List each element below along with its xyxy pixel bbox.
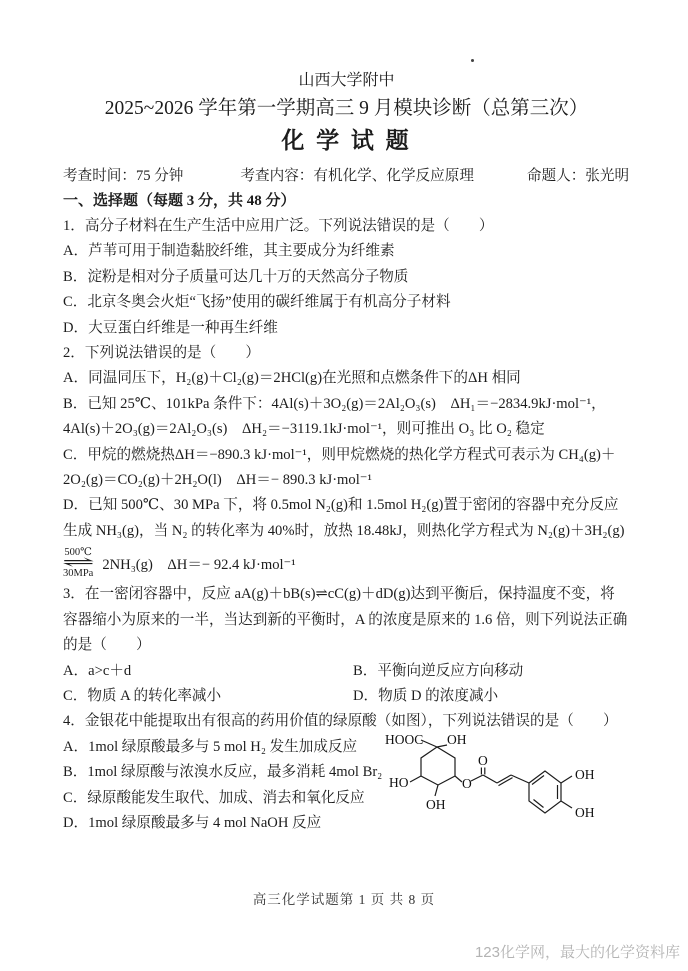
- q4-option-a: A．1mol 绿原酸最多与 5 mol H₂ 发生加成反应: [63, 738, 358, 755]
- equilibrium-conditions: [63, 547, 93, 579]
- exam-time: 考查时间：75 分钟: [63, 168, 184, 184]
- q2-option-c-cont: 2O₂(g)＝CO₂(g)＋2H₂O(l) ΔH＝− 890.3 kJ·mol⁻¹: [63, 472, 372, 489]
- hooc-label: HOOC: [385, 732, 424, 747]
- oh-top-label: OH: [447, 732, 467, 747]
- q1-stem: 1．高分子材料在生产生活中应用广泛。下列说法错误的是（ ）: [63, 218, 494, 234]
- q2-option-d-cont: 生成 NH₃(g)，当 N₂ 的转化率为 40%时，放热 18.48kJ，则热化学方程式为 N₂(g)＋3H₂(g): [63, 522, 625, 539]
- ink-dot: [471, 59, 474, 62]
- condition-temperature: 500℃: [64, 547, 92, 559]
- chlorogenic-acid-structure: [383, 718, 633, 850]
- benzene-oh-bottom-label: OH: [575, 805, 595, 820]
- exam-title: 2025~2026 学年第一学期高三 9 月模块诊断（总第三次）: [104, 98, 589, 119]
- oh-bottom-label: OH: [426, 797, 446, 812]
- q2-option-b-cont: 4Al(s)＋2O₃(g)＝2Al₂O₃(s) ΔH₂＝−3119.1kJ·mol⁻¹，则可推出 O₃ 比 O₂ 稳定: [63, 421, 545, 438]
- section-heading: 一、选择题（每题 3 分，共 48 分）: [63, 193, 296, 209]
- q4-option-c: C．绿原酸能发生取代、加成、消去和氧化反应: [63, 789, 365, 806]
- watermark: 123化学网，最大的化学资料库: [474, 944, 680, 961]
- q2-option-a: A．同温同压下，H₂(g)＋Cl₂(g)＝2HCl(g)在光照和点燃条件下的ΔH 相同: [63, 370, 521, 387]
- q1-option-c: C．北京冬奥会火炬“飞扬”使用的碳纤维属于有机高分子材料: [63, 294, 451, 311]
- q1-option-d: D．大豆蛋白纤维是一种再生纤维: [63, 319, 278, 336]
- q2-equation-line: [63, 544, 630, 582]
- exam-info-row: [63, 165, 630, 187]
- school-name: 山西大学附中: [298, 72, 395, 89]
- q2-option-c: C．甲烷的燃烧热ΔH＝−890.3 kJ·mol⁻¹，则甲烷燃烧的热化学方程式可表示为 CH₄(g)＋: [63, 446, 616, 463]
- q4-option-b: B．1mol 绿原酸与浓溴水反应，最多消耗 4mol Br₂: [63, 764, 383, 781]
- q3-option-d: D．物质 D 的浓度减小: [353, 687, 499, 704]
- condition-pressure: 30MPa: [63, 568, 94, 580]
- carbonyl-o-label: O: [478, 753, 488, 768]
- q2-stem: 2．下列说法错误的是（ ）: [63, 345, 261, 362]
- q3-option-a: A．a>c＋d: [63, 662, 132, 679]
- q3-stem-cont2: 的是（ ）: [63, 637, 151, 654]
- q4-stem: 4．金银花中能提取出有很高的药用价值的绿原酸（如图），下列说法错误的是（ ）: [63, 713, 618, 730]
- q3-option-b: B．平衡向逆反应方向移动: [353, 662, 524, 679]
- subject-title: 化 学 试 题: [281, 128, 412, 153]
- page-footer: 高三化学试题第 1 页 共 8 页: [252, 892, 436, 907]
- benzene-oh-top-label: OH: [575, 767, 595, 782]
- equilibrium-arrow-icon: ⇌: [61, 555, 95, 572]
- q1-option-b: B．淀粉是相对分子质量可达几十万的天然高分子物质: [63, 268, 409, 285]
- ho-left-label: HO: [389, 775, 409, 790]
- exam-author: 命题人：张光明: [526, 168, 630, 184]
- q3-option-c: C．物质 A 的转化率减小: [63, 687, 222, 704]
- q3-options-row1: [63, 659, 630, 684]
- q2-equation-tail: 2NH₃(g) ΔH＝− 92.4 kJ·mol⁻¹: [102, 556, 296, 573]
- q4-option-d: D．1mol 绿原酸最多与 4 mol NaOH 反应: [63, 814, 322, 831]
- exam-content: 考查内容：有机化学、化学反应原理: [240, 168, 474, 184]
- q3-options-row2: [63, 684, 630, 709]
- q1-option-a: A．芦苇可用于制造黏胶纤维，其主要成分为纤维素: [63, 243, 395, 260]
- q2-option-d: D．已知 500℃、30 MPa 下，将 0.5mol N₂(g)和 1.5mol H₂(g)置于密闭的容器中充分反应: [63, 497, 619, 514]
- q3-stem: 3．在一密闭容器中，反应 aA(g)＋bB(s)⇌cC(g)＋dD(g)达到平衡后，保持温度不变，将: [63, 586, 615, 603]
- q2-option-b: B．已知 25℃、101kPa 条件下：4Al(s)＋3O₂(g)＝2Al₂O₃(s) ΔH₁＝−2834.9kJ·mol⁻¹，: [63, 395, 606, 412]
- q3-stem-cont: 容器缩小为原来的一半，当达到新的平衡时，A 的浓度是原来的 1.6 倍，则下列说法正确: [63, 611, 628, 628]
- ester-o-label: O: [462, 776, 472, 791]
